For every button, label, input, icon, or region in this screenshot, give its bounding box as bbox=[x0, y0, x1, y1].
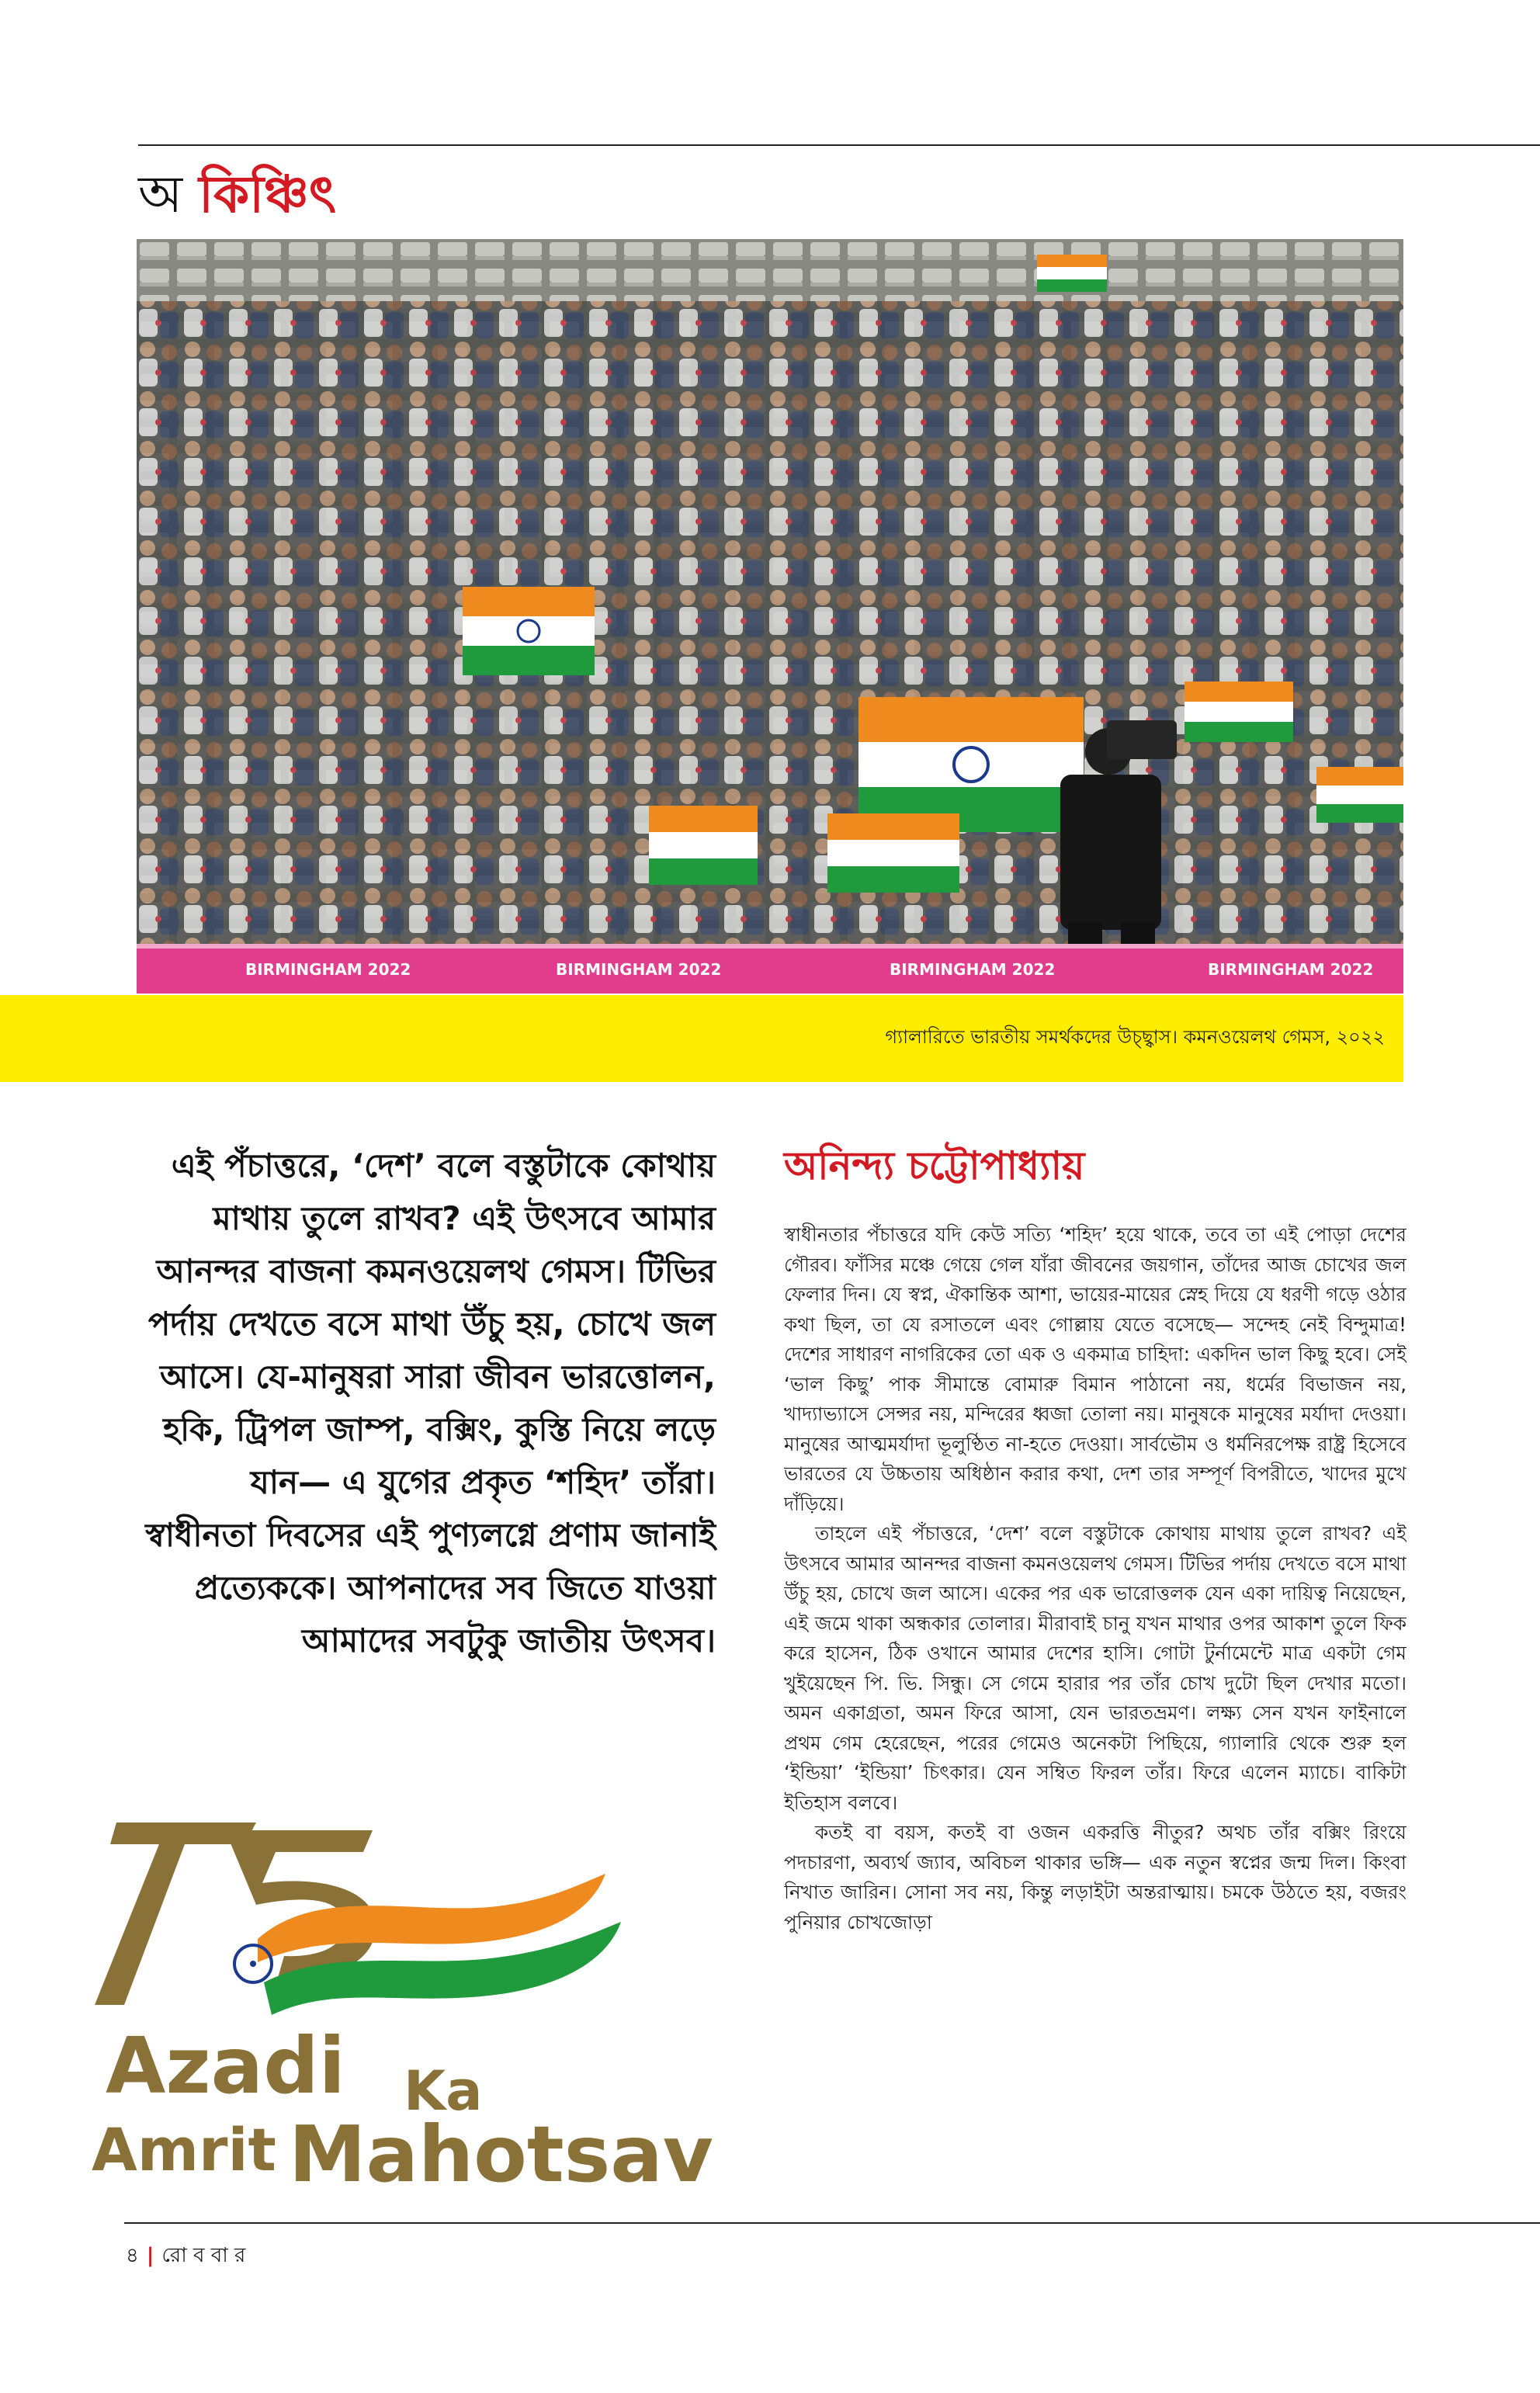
indian-flag-4 bbox=[1184, 681, 1293, 742]
author-byline: অনিন্দ্য চট্টোপাধ্যায় bbox=[784, 1143, 1085, 1188]
banner-text-1: BIRMINGHAM 2022 bbox=[556, 960, 722, 979]
banner-text-2: BIRMINGHAM 2022 bbox=[890, 960, 1056, 979]
article-paragraph-2: তাহলে এই পঁচাত্তরে, ‘দেশ’ বলে বস্তুটাকে কোথায় মাথায় তুলে রাখব? এই উৎসবে আমার আনন্দর বাজনা কমনওয়েলথ গেমস। টিভির পর্দায় দেখতে বসে মাথা উঁচু হয়, চোখে জল আসে। একের পর এক ভারোত্তলক যেন একা দায়িত্ব নিয়েছেন, এই জমে থাকা অন্ধকার তোলার। মীরাবাই চানু যখন মাথার ওপর আকাশ তুলে ফিক করে হাসেন, ঠিক ওখানে আমার দেশের হাসি। গোটা টুর্নামেন্টে মাত্র একটা গেম খুইয়েছেন পি. ভি. সিন্ধু। সে গেমে হারার পর তাঁর চোখ দুটো ছিল দেখার মতো। অমন একাগ্রতা, অমন ফিরে আসা, যেন ভারতভ্রমণ। লক্ষ্য সেন যখন ফাইনালে প্রথম গেম হেরেছেন, পরের গেমেও অনেকটা পিছিয়ে, গ্যালারি থেকে শুরু হল ‘ইন্ডিয়া’ ‘ইন্ডিয়া’ চিৎকার। যেন সম্বিত ফিরল তাঁর। ফিরে এলেন ম্যাচে। বাকিটা ইতিহাস বলবে। bbox=[784, 1522, 1406, 1814]
indian-flag-2 bbox=[858, 697, 1084, 832]
indian-flag-3 bbox=[827, 813, 959, 893]
section-prefix: অ bbox=[138, 165, 183, 224]
article-paragraph-3: কতই বা বয়স, কতই বা ওজন একরত্তি নীতুর? অথচ তাঁর বক্সিং রিংয়ে পদচারণা, অব্যর্থ জ্যাব, অবিচল থাকার ভঙ্গি— এক নতুন স্বপ্নের জন্ম দিল। কিংবা নিখাত জারিন। সোনা সব নয়, কিন্তু লড়াইটা অন্তরাত্মায়। চমকে উঠতে হয়, বজরং পুনিয়ার চোখজোড়া bbox=[784, 1821, 1406, 1933]
logo-text-azadi: Azadi bbox=[106, 2020, 345, 2111]
section-name: কিঞ্চিৎ bbox=[199, 164, 337, 224]
indian-flag-6 bbox=[649, 806, 758, 885]
top-rule bbox=[138, 144, 1540, 146]
logo-text-mahotsav: Mahotsav bbox=[289, 2109, 713, 2200]
banner-text-4: BIRMINGHAM 2022 bbox=[245, 960, 411, 979]
photo-caption: গ্যালারিতে ভারতীয় সমর্থকদের উচ্ছ্বাস। কমনওয়েলথ গেমস, ২০২২ bbox=[885, 1026, 1385, 1048]
publication-name: রো ব বা র bbox=[161, 2244, 246, 2267]
logo-text-amrit: Amrit bbox=[92, 2115, 276, 2184]
advertising-hoarding bbox=[137, 944, 1403, 994]
page-number: ৪ bbox=[126, 2244, 139, 2267]
page-footer bbox=[126, 2239, 245, 2273]
article-paragraph-1: স্বাধীনতার পঁচাত্তরে যদি কেউ সত্যি ‘শহিদ’ হয়ে থাকে, তবে তা এই পোড়া দেশের গৌরব। ফাঁসির মঞ্চে গেয়ে গেল যাঁরা জীবনের জয়গান, তাঁদের আজ চোখের জল ফেলার দিন। যে স্বপ্ন, ঐকান্তিক আশা, ভায়ের-মায়ের স্নেহ দিয়ে যে ধরণী গড়ে ওঠার কথা ছিল, তা যে রসাতলে এবং গোল্লায় যেতে বসেছে— সন্দেহ নেই বিন্দুমাত্র! দেশের সাধারণ নাগরিকের তো এক ও একমাত্র চাহিদা: একদিন ভাল কিছু হবে। সেই ‘ভাল কিছু’ পাক সীমান্তে বোমারু বিমান পাঠানো নয়, ধর্মের বিভাজন নয়, খাদ্যাভ্যাসে সেন্সর নয়, মন্দিরের ধ্বজা তোলা নয়। মানুষকে মানুষের মর্যাদা দেওয়া। মানুষের আত্মমর্যাদা ভূলুণ্ঠিত না-হতে দেওয়া। সার্বভৌম ও ধর্মনিরপেক্ষ রাষ্ট্র হিসেবে ভারতের যে উচ্চতায় অধিষ্ঠান করার কথা, দেশ তার সম্পূর্ণ বিপরীতে, খাদের মুখে দাঁড়িয়ে। bbox=[784, 1223, 1406, 1515]
indian-flag-5 bbox=[1316, 767, 1403, 823]
logo-text-ka: Ka bbox=[404, 2059, 483, 2123]
stadium-crowd-photo bbox=[137, 239, 1403, 994]
bottom-rule bbox=[124, 2222, 1540, 2224]
section-header bbox=[138, 163, 336, 226]
article-body bbox=[784, 1220, 1406, 2204]
banner-text-3: BIRMINGHAM 2022 bbox=[1208, 960, 1374, 979]
caption-band bbox=[0, 995, 1403, 1082]
footer-separator: | bbox=[146, 2244, 154, 2267]
indian-flag-1 bbox=[463, 587, 595, 675]
indian-flag-7 bbox=[1037, 255, 1107, 292]
azadi-ka-amrit-mahotsav-logo bbox=[78, 1799, 727, 2203]
pull-quote: এই পঁচাত্তরে, ‘দেশ’ বলে বস্তুটাকে কোথায় মাথায় তুলে রাখব? এই উৎসবে আমার আনন্দর বাজনা কমনওয়েলথ গেমস। টিভির পর্দায় দেখতে বসে মাথা উঁচু হয়, চোখে জল আসে। যে-মানুষরা সারা জীবন ভারত্তোলন, হকি, ট্রিপল জাম্প, বক্সিং, কুস্তি নিয়ে লড়ে যান— এ যুগের প্রকৃত ‘শহিদ’ তাঁরা। স্বাধীনতা দিবসের এই পুণ্যলগ্নে প্রণাম জানাই প্রত্যেককে। আপনাদের সব জিতে যাওয়া আমাদের সবটুকু জাতীয় উৎসব। bbox=[145, 1146, 716, 1659]
